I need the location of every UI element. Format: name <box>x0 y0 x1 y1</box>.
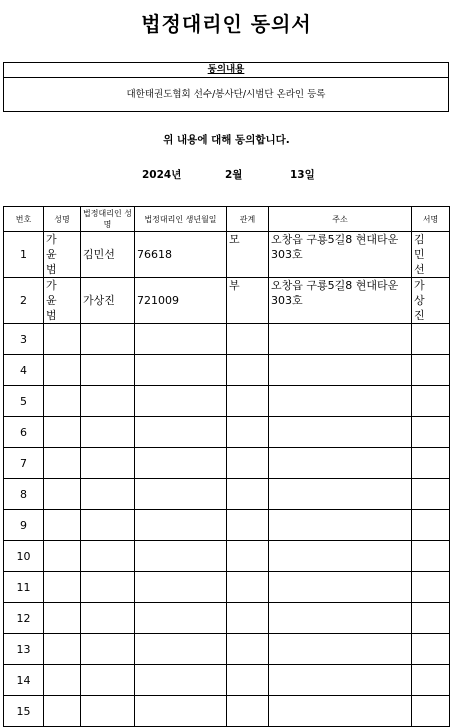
address-cell[interactable] <box>269 541 412 572</box>
student-name-cell[interactable] <box>44 634 81 665</box>
signature-cell[interactable] <box>412 479 450 510</box>
relation-cell[interactable] <box>227 386 269 417</box>
row-number: 5 <box>4 386 44 417</box>
table-header-row <box>4 207 450 232</box>
guardian-name-cell[interactable] <box>81 665 135 696</box>
table-row <box>4 386 450 417</box>
signature-cell[interactable]: 김민선 <box>412 232 450 278</box>
guardian-name-cell[interactable] <box>81 355 135 386</box>
guardian-birthdate-cell[interactable] <box>135 324 227 355</box>
address-cell[interactable] <box>269 603 412 634</box>
relation-cell[interactable] <box>227 510 269 541</box>
address-cell[interactable] <box>269 510 412 541</box>
student-name-cell[interactable] <box>44 572 81 603</box>
guardian-birthdate-cell[interactable] <box>135 665 227 696</box>
address-cell[interactable] <box>269 572 412 603</box>
guardian-name-cell[interactable]: 가상진 <box>81 278 135 324</box>
relation-cell[interactable]: 부 <box>227 278 269 324</box>
guardian-birthdate-cell[interactable] <box>135 448 227 479</box>
guardian-name-cell[interactable] <box>81 696 135 727</box>
student-name-cell[interactable] <box>44 324 81 355</box>
col-header-relation: 관계 <box>227 207 269 232</box>
table-row <box>4 634 450 665</box>
guardian-name-cell[interactable] <box>81 386 135 417</box>
consent-roster-table <box>3 206 450 727</box>
relation-cell[interactable] <box>227 634 269 665</box>
signature-cell[interactable] <box>412 665 450 696</box>
student-name-cell[interactable] <box>44 510 81 541</box>
student-name-cell[interactable] <box>44 603 81 634</box>
consent-header <box>4 63 448 78</box>
relation-cell[interactable] <box>227 324 269 355</box>
student-name-cell[interactable] <box>44 386 81 417</box>
table-row <box>4 572 450 603</box>
guardian-birthdate-cell[interactable] <box>135 572 227 603</box>
table-row <box>4 665 450 696</box>
signature-cell[interactable] <box>412 634 450 665</box>
table-row <box>4 510 450 541</box>
address-cell[interactable] <box>269 386 412 417</box>
row-number: 6 <box>4 417 44 448</box>
relation-cell[interactable] <box>227 696 269 727</box>
address-cell[interactable]: 오창읍 구룡5길8 현대타운 303호 <box>269 278 412 324</box>
student-name-cell[interactable]: 가윤범 <box>44 232 81 278</box>
relation-cell[interactable] <box>227 665 269 696</box>
signature-cell[interactable] <box>412 541 450 572</box>
student-name-cell[interactable]: 가윤범 <box>44 278 81 324</box>
table-row <box>4 603 450 634</box>
address-cell[interactable] <box>269 355 412 386</box>
agreement-statement: 위 내용에 대해 동의합니다. <box>163 134 290 146</box>
col-header-address: 주소 <box>269 207 412 232</box>
guardian-birthdate-cell[interactable] <box>135 541 227 572</box>
col-header-guardian-birthdate: 법정대리인 생년월일 <box>135 207 227 232</box>
date-month: 2월 <box>225 169 243 181</box>
col-header-name: 성명 <box>44 207 81 232</box>
row-number: 9 <box>4 510 44 541</box>
row-number: 12 <box>4 603 44 634</box>
address-cell[interactable] <box>269 479 412 510</box>
address-cell[interactable] <box>269 324 412 355</box>
address-cell[interactable]: 오창읍 구룡5길8 현대타운 303호 <box>269 232 412 278</box>
consent-content: 대한태권도협회 선수/봉사단/시범단 온라인 등록 <box>126 89 326 100</box>
student-name-cell[interactable] <box>44 696 81 727</box>
signature-cell[interactable] <box>412 510 450 541</box>
signature-cell[interactable]: 가상진 <box>412 278 450 324</box>
table-row <box>4 417 450 448</box>
row-number: 2 <box>4 278 44 324</box>
address-cell[interactable] <box>269 448 412 479</box>
address-cell[interactable] <box>269 634 412 665</box>
address-cell[interactable] <box>269 696 412 727</box>
signature-cell[interactable] <box>412 324 450 355</box>
consent-header-label: 동의내용 <box>207 64 245 75</box>
signature-cell[interactable] <box>412 603 450 634</box>
row-number: 1 <box>4 232 44 278</box>
relation-cell[interactable] <box>227 541 269 572</box>
col-header-guardian-name: 법정대리인 성명 <box>81 207 135 232</box>
table-row <box>4 541 450 572</box>
table-row <box>4 232 450 278</box>
signature-cell[interactable] <box>412 417 450 448</box>
guardian-name-cell[interactable] <box>81 603 135 634</box>
col-header-number: 번호 <box>4 207 44 232</box>
date-year: 2024년 <box>142 169 182 181</box>
signature-cell[interactable] <box>412 696 450 727</box>
guardian-birthdate-cell[interactable] <box>135 603 227 634</box>
table-row <box>4 448 450 479</box>
guardian-birthdate-cell[interactable] <box>135 417 227 448</box>
row-number: 10 <box>4 541 44 572</box>
row-number: 11 <box>4 572 44 603</box>
table-row <box>4 324 450 355</box>
relation-cell[interactable] <box>227 417 269 448</box>
guardian-name-cell[interactable]: 김민선 <box>81 232 135 278</box>
guardian-name-cell[interactable] <box>81 541 135 572</box>
row-number: 8 <box>4 479 44 510</box>
signature-cell[interactable] <box>412 386 450 417</box>
guardian-name-cell[interactable] <box>81 634 135 665</box>
student-name-cell[interactable] <box>44 665 81 696</box>
student-name-cell[interactable] <box>44 541 81 572</box>
relation-cell[interactable] <box>227 448 269 479</box>
relation-cell[interactable] <box>227 572 269 603</box>
signature-cell[interactable] <box>412 572 450 603</box>
table-row <box>4 479 450 510</box>
row-number: 3 <box>4 324 44 355</box>
col-header-signature: 서명 <box>412 207 450 232</box>
relation-cell[interactable] <box>227 479 269 510</box>
row-number: 13 <box>4 634 44 665</box>
relation-cell[interactable] <box>227 355 269 386</box>
guardian-birthdate-cell[interactable] <box>135 634 227 665</box>
signature-cell[interactable] <box>412 448 450 479</box>
row-number: 15 <box>4 696 44 727</box>
table-row <box>4 278 450 324</box>
document-title: 법정대리인 동의서 <box>141 12 312 36</box>
student-name-cell[interactable] <box>44 355 81 386</box>
consent-box <box>3 62 449 112</box>
guardian-birthdate-cell[interactable] <box>135 479 227 510</box>
student-name-cell[interactable] <box>44 448 81 479</box>
guardian-birthdate-cell[interactable] <box>135 355 227 386</box>
guardian-birthdate-cell[interactable] <box>135 696 227 727</box>
guardian-name-cell[interactable] <box>81 510 135 541</box>
guardian-name-cell[interactable] <box>81 448 135 479</box>
relation-cell[interactable]: 모 <box>227 232 269 278</box>
guardian-name-cell[interactable] <box>81 479 135 510</box>
table-row <box>4 355 450 386</box>
table-row <box>4 696 450 727</box>
row-number: 14 <box>4 665 44 696</box>
date-day: 13일 <box>290 169 315 181</box>
row-number: 4 <box>4 355 44 386</box>
guardian-name-cell[interactable] <box>81 572 135 603</box>
guardian-birthdate-cell[interactable]: 76618 <box>135 232 227 278</box>
row-number: 7 <box>4 448 44 479</box>
relation-cell[interactable] <box>227 603 269 634</box>
guardian-name-cell[interactable] <box>81 324 135 355</box>
guardian-birthdate-cell[interactable] <box>135 510 227 541</box>
student-name-cell[interactable] <box>44 479 81 510</box>
address-cell[interactable] <box>269 665 412 696</box>
guardian-birthdate-cell[interactable]: 721009 <box>135 278 227 324</box>
guardian-birthdate-cell[interactable] <box>135 386 227 417</box>
student-name-cell[interactable] <box>44 417 81 448</box>
address-cell[interactable] <box>269 417 412 448</box>
guardian-name-cell[interactable] <box>81 417 135 448</box>
signature-cell[interactable] <box>412 355 450 386</box>
